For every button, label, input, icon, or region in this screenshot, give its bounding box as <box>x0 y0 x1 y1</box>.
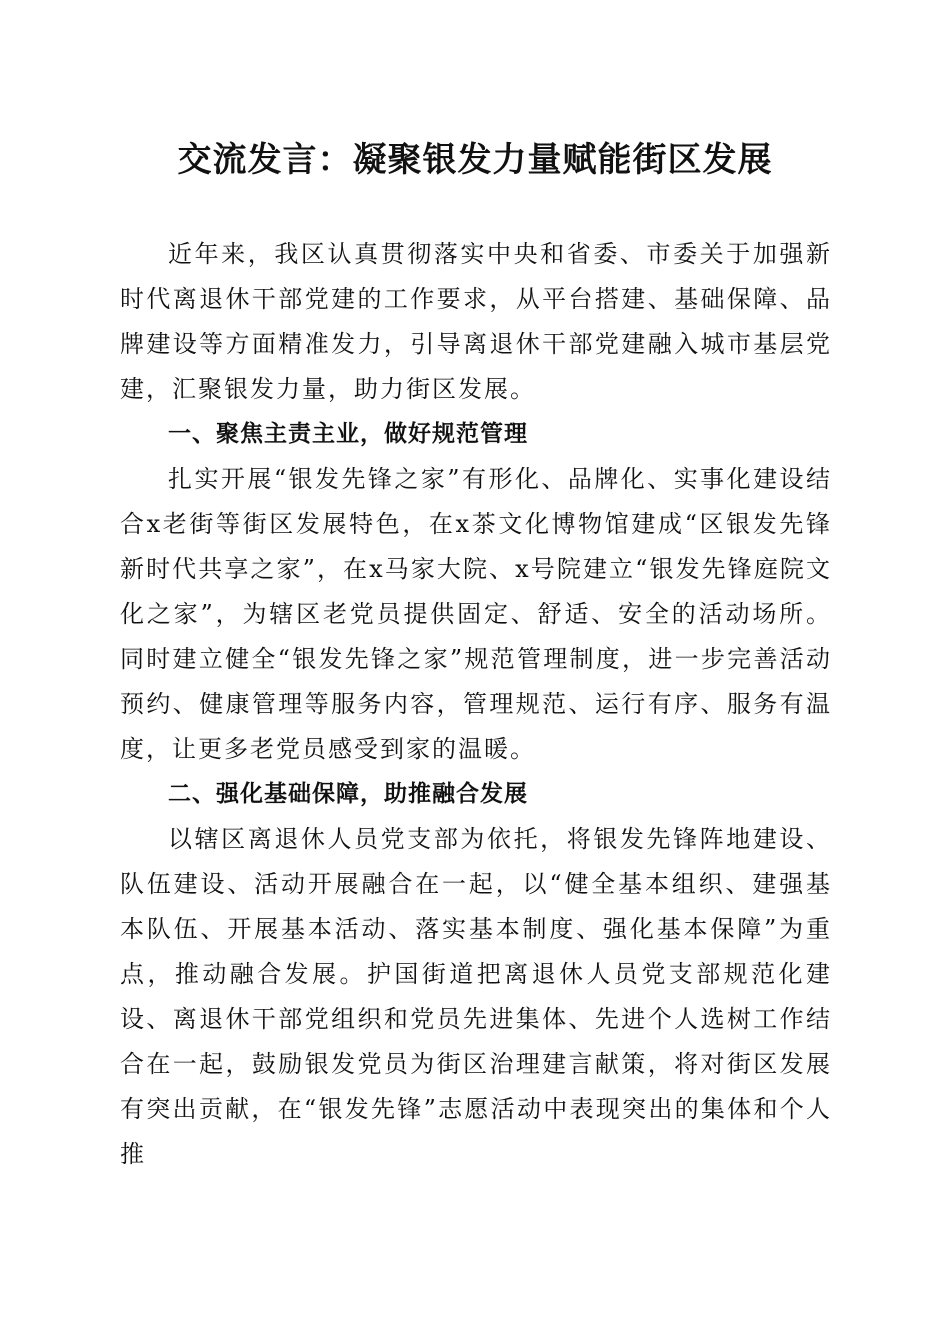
document-body <box>120 232 832 1177</box>
section-2-heading: 二、强化基础保障，助推融合发展 <box>168 781 528 807</box>
intro-paragraph: 近年来，我区认真贯彻落实中央和省委、市委关于加强新时代离退休干部党建的工作要求，从平台搭建、基础保障、品牌建设等方面精准发力，引导离退休干部党建融入城市基层党建，汇聚银发力量，助力街区发展。 <box>120 240 832 403</box>
document-title: 交流发言：凝聚银发力量赋能街区发展 <box>177 140 773 180</box>
section-2-paragraph: 以辖区离退休人员党支部为依托，将银发先锋阵地建设、队伍建设、活动开展融合在一起，以“健全基本组织、建强基本队伍、开展基本活动、落实基本制度、强化基本保障”为重点，推动融合发展。护国街道把离退休人员党支部规范化建设、离退休干部党组织和党员先进集体、先进个人选树工作结合在一起，鼓励银发党员为街区治理建言献策，将对街区发展有突出贡献，在“银发先锋”志愿活动中表现突出的集体和个人推 <box>120 825 832 1168</box>
section-1-heading: 一、聚焦主责主业，做好规范管理 <box>168 421 528 447</box>
section-1-paragraph: 扎实开展“银发先锋之家”有形化、品牌化、实事化建设结合x老街等街区发展特色，在x茶文化博物馆建成“区银发先锋新时代共享之家”，在x马家大院、x号院建立“银发先锋庭院文化之家”，为辖区老党员提供固定、舒适、安全的活动场所。同时建立健全“银发先锋之家”规范管理制度，进一步完善活动预约、健康管理等服务内容，管理规范、运行有序、服务有温度，让更多老党员感受到家的温暖。 <box>120 465 832 763</box>
